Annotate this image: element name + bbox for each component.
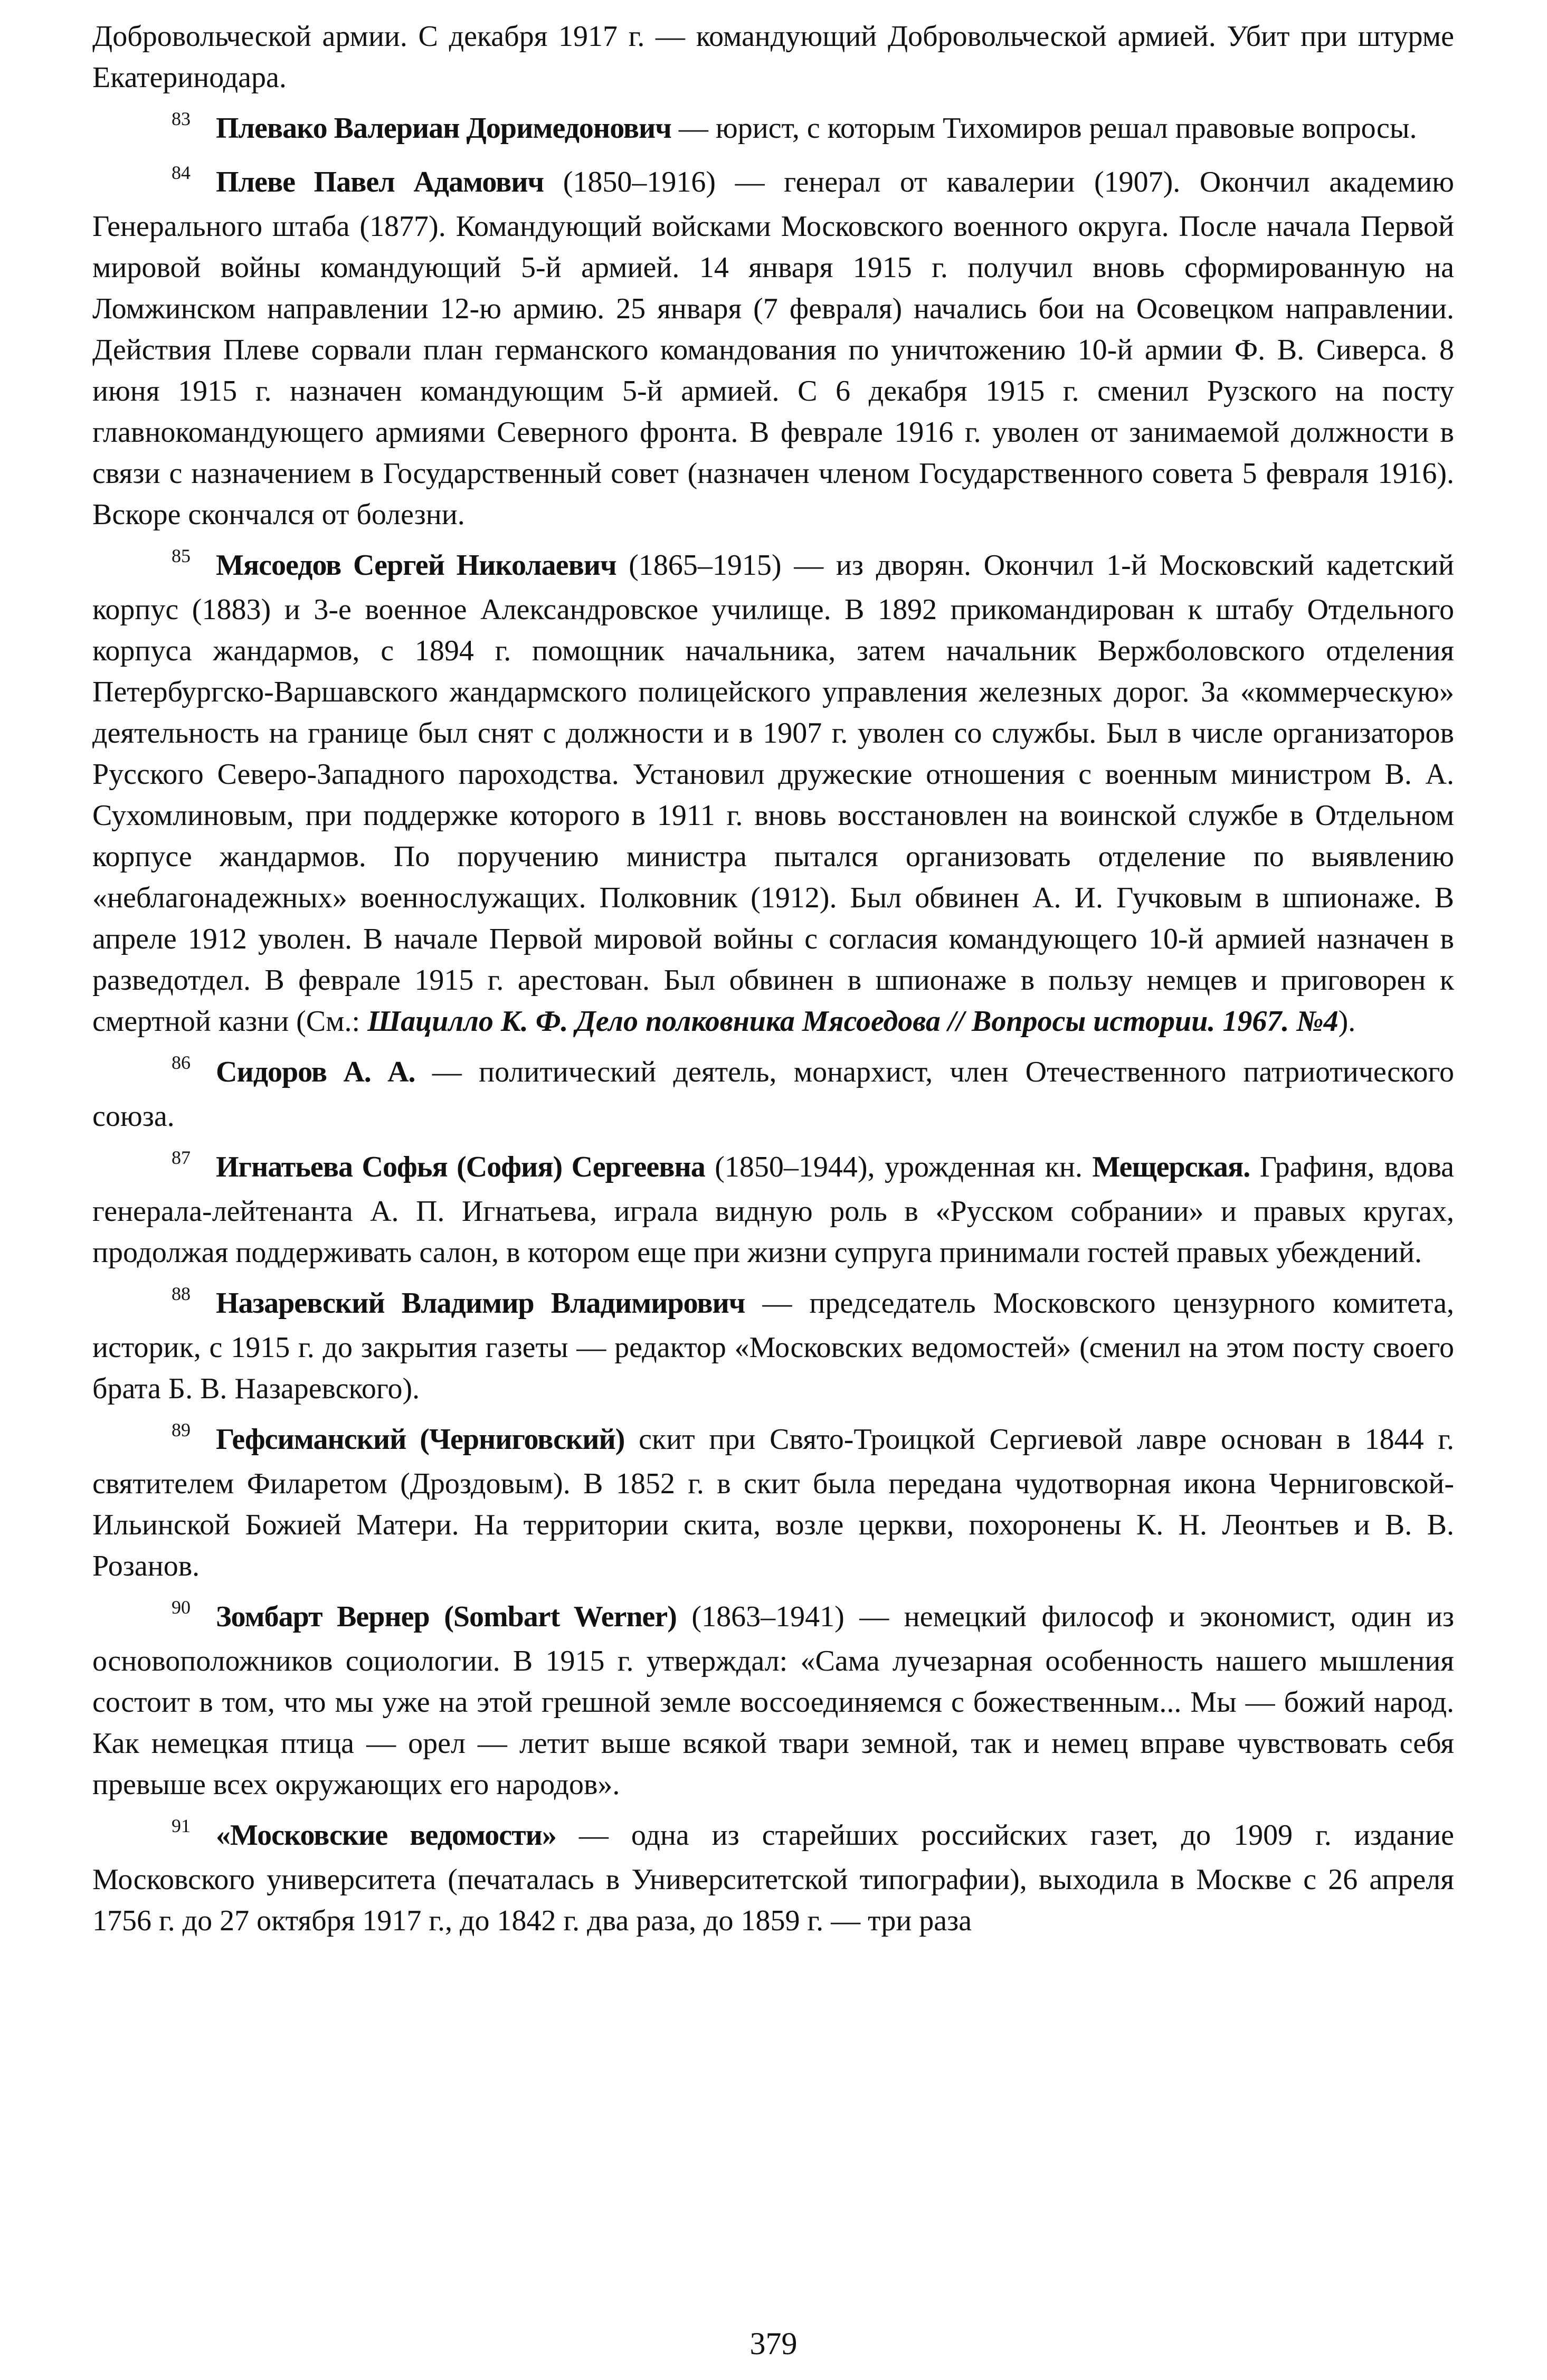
footnote-name-secondary: Мещерская. xyxy=(1092,1151,1250,1183)
footnote-name: Назаревский Владимир Владимирович xyxy=(216,1287,745,1320)
footnote-text: (1850–1944), урожденная кн. xyxy=(705,1151,1093,1183)
footnote-number: 83 xyxy=(172,108,191,129)
footnote-name: «Московские ведомости» xyxy=(216,1819,556,1852)
footnote-89 xyxy=(92,1419,1454,1587)
footnote-text: — юрист, с которым Тихомиров решал правовые вопросы. xyxy=(671,112,1417,145)
footnote-name: Гефсиманский (Черниговский) xyxy=(216,1423,625,1456)
footnote-number: 85 xyxy=(172,545,191,566)
footnote-name: Плевако Валериан Доримедонович xyxy=(216,112,671,145)
footnote-83 xyxy=(92,108,1454,152)
footnote-number: 90 xyxy=(172,1597,191,1618)
footnote-tail: ). xyxy=(1338,1005,1356,1038)
footnote-90 xyxy=(92,1596,1454,1805)
page-number: 379 xyxy=(749,2326,798,2361)
footnote-name: Зомбарт Вернер (Sombart Werner) xyxy=(216,1600,677,1633)
footnote-number: 88 xyxy=(172,1283,191,1304)
footnote-84 xyxy=(92,162,1454,535)
page-body xyxy=(92,16,1454,1951)
footnote-85 xyxy=(92,545,1454,1042)
footnote-text: — политический деятель, монархист, член Отечественного патриотического союза. xyxy=(92,1056,1454,1133)
footnote-number: 84 xyxy=(172,162,191,183)
footnote-text: (1863–1941) — немецкий философ и экономист, один из основоположников социологии. В 1915 г. утверждал: «Сама лучезарная особенность нашего мышления состоит в том, что мы уже на этой грешной земле воссоединяемся с божественным... Мы — божий народ. Как немецкая птица — орел — летит выше всякой твари земной, так и немец вправе чувствовать себя превыше всех окружающих его народов». xyxy=(92,1600,1454,1801)
footnote-91 xyxy=(92,1815,1454,1941)
footnote-tail: Графиня, вдова генерала-лейтенанта А. П. Игнатьева, играла видную роль в «Русском собрании» и правых кругах, продолжая поддерживать салон, в котором еще при жизни супруга принимали гостей правых убеждений. xyxy=(92,1151,1455,1269)
footnote-number: 87 xyxy=(172,1147,191,1168)
footnote-citation: Шацилло К. Ф. Дело полковника Мясоедова // Вопросы истории. 1967. №4 xyxy=(367,1005,1339,1038)
footnote-number: 86 xyxy=(172,1052,191,1073)
footnote-text: (1865–1915) — из дворян. Окончил 1-й Московский кадетский корпус (1883) и 3-е военное Александровское училище. В 1892 прикомандирован к штабу Отдельного корпуса жандармов, с 1894 г. помощник начальника, затем начальник Вержболовского отделения Петербургско-Варшавского жандармского полицейского управления железных дорог. За «коммерческую» деятельность на границе был снят с должности и в 1907 г. уволен со службы. Был в числе организаторов Русского Северо-Западного пароходства. Установил дружеские отношения с военным министром В. А. Сухомлиновым, при поддержке которого в 1911 г. вновь восстановлен на воинской службе в Отдельном корпусе жандармов. По поручению министра пытался организовать отделение по выявлению «неблагонадежных» военнослужащих. Полковник (1912). Был обвинен А. И. Гучковым в шпионаже. В апреле 1912 уволен. В начале Первой мировой войны с согласия командующего 10-й армией назначен в разведотдел. В феврале 1915 г. арестован. Был обвинен в шпионаже в пользу немцев и приговорен к смертной казни (См.: xyxy=(92,549,1454,1038)
footnote-name: Плеве Павел Адамович xyxy=(216,166,544,198)
footnote-88 xyxy=(92,1283,1454,1409)
footnote-name: Сидоров А. А. xyxy=(216,1056,415,1088)
footnote-text: — одна из старейших российских газет, до 1909 г. издание Московского университета (печаталась в Университетской типографии), выходила в Москве с 26 апреля 1756 г. до 27 октября 1917 г., до 1842 г. два раза, до 1859 г. — три раза xyxy=(92,1819,1454,1937)
continued-text: Добровольческой армии. С декабря 1917 г. — командующий Добровольческой армией. Убит при штурме Екатеринодара. xyxy=(92,20,1454,94)
footnote-text: — председатель Московского цензурного комитета, историк, с 1915 г. до закрытия газеты — редактор «Московских ведомостей» (сменил на этом посту своего брата Б. В. Назаревского). xyxy=(92,1287,1455,1405)
footnote-number: 91 xyxy=(172,1815,191,1836)
footnote-name: Мясоедов Сергей Николаевич xyxy=(216,549,616,582)
footnote-86 xyxy=(92,1051,1454,1137)
footnote-text: скит при Свято-Троицкой Сергиевой лавре основан в 1844 г. святителем Филаретом (Дроздовым). В 1852 г. в скит была передана чудотворная икона Черниговской-Ильинской Божией Матери. На территории скита, возле церкви, похоронены К. Н. Леонтьев и В. В. Розанов. xyxy=(92,1423,1454,1582)
footnote-number: 89 xyxy=(172,1419,191,1440)
footnote-text: (1850–1916) — генерал от кавалерии (1907). Окончил академию Генерального штаба (1877). Командующий войсками Московского военного округа. После начала Первой мировой войны командующий 5-й армией. 14 января 1915 г. получил вновь сформированную на Ломжинском направлении 12-ю армию. 25 января (7 февраля) начались бои на Осовецком направлении. Действия Плеве сорвали план германского командования по уничтожению 10-й армии Ф. В. Сиверса. 8 июня 1915 г. назначен командующим 5-й армией. С 6 декабря 1915 г. сменил Рузского на посту главнокомандующего армиями Северного фронта. В феврале 1916 г. уволен от занимаемой должности в связи с назначением в Государственный совет (назначен членом Государственного совета 5 февраля 1916). Вскоре скончался от болезни. xyxy=(92,166,1455,531)
footnote-87 xyxy=(92,1146,1454,1273)
footnote-name: Игнатьева Софья (София) Сергеевна xyxy=(216,1151,705,1183)
